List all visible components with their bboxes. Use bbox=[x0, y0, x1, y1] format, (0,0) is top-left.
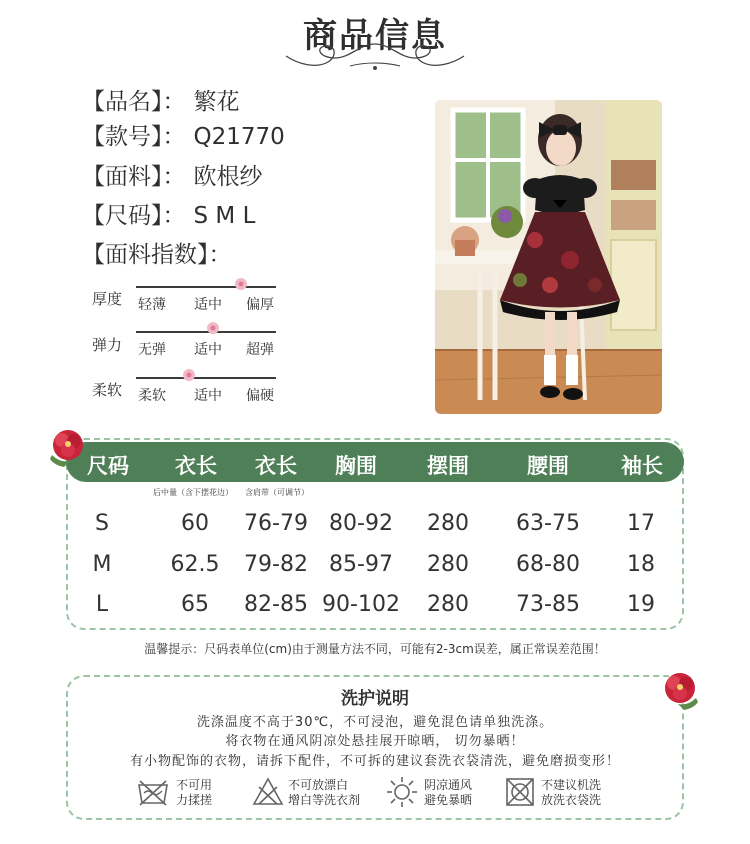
page-title: 商品信息 bbox=[303, 16, 447, 56]
size-tip-text: 温馨提示：尺码表单位(cm)由于测量方法不同，可能有2-3cm误差，属正常误差范围！ bbox=[144, 642, 606, 656]
table-cell: 62.5 bbox=[170, 552, 220, 577]
meter-marker-flower-icon bbox=[233, 276, 249, 292]
info-name bbox=[82, 83, 240, 116]
table-cell: M bbox=[92, 552, 112, 577]
table-cell: L bbox=[95, 592, 109, 617]
table-cell: 63-75 bbox=[516, 511, 580, 536]
size-note-length-back: 后中量（含下摆花边） bbox=[153, 488, 233, 497]
info-fabric-index bbox=[82, 236, 232, 269]
meter-option: 无弹 bbox=[138, 342, 166, 358]
info-style bbox=[82, 118, 285, 151]
care-line: 将衣物在通风阴凉处悬挂展开晾晒， 切勿暴晒！ bbox=[225, 734, 525, 749]
meter-marker-flower-icon bbox=[205, 320, 221, 336]
meter-option: 超弹 bbox=[246, 342, 274, 358]
meter-option: 偏硬 bbox=[246, 388, 274, 404]
table-cell: 280 bbox=[427, 511, 469, 536]
info-size-value: S M L bbox=[193, 203, 256, 229]
size-note-length-strap: 含肩带（可调节） bbox=[245, 488, 309, 497]
meter-option: 偏厚 bbox=[246, 297, 274, 313]
info-fabric-index-label: 【面料指数】： bbox=[82, 242, 232, 268]
size-col-header-waist: 腰围 bbox=[527, 454, 569, 478]
table-cell: 17 bbox=[627, 511, 655, 536]
table-cell: 280 bbox=[427, 552, 469, 577]
meter-option: 适中 bbox=[194, 297, 222, 313]
care-line: 有小物配饰的衣物，请拆下配件，不可拆的建议套洗衣袋清洗，避免磨损变形！ bbox=[129, 754, 620, 769]
table-cell: 82-85 bbox=[244, 592, 308, 617]
no-hand-wash-icon bbox=[136, 775, 170, 809]
meter-track bbox=[136, 377, 276, 379]
size-col-header-hem: 摆围 bbox=[427, 454, 469, 478]
no-bleach-icon bbox=[251, 775, 285, 809]
table-cell: 85-97 bbox=[329, 552, 393, 577]
size-col-header-length-back: 衣长 bbox=[175, 454, 217, 478]
care-icon-label: 不可放漂白 增白等洗衣剂 bbox=[288, 778, 361, 807]
table-cell: 76-79 bbox=[244, 511, 308, 536]
table-cell: 280 bbox=[427, 592, 469, 617]
meter-label: 厚度 bbox=[92, 290, 123, 308]
info-fabric-value: 欧根纱 bbox=[193, 164, 263, 190]
table-cell: 90-102 bbox=[322, 592, 400, 617]
info-style-label: 【款号】： bbox=[82, 124, 186, 150]
size-col-header-length-strap: 衣长 bbox=[255, 454, 297, 478]
info-size bbox=[82, 197, 255, 230]
table-cell: 65 bbox=[181, 592, 209, 617]
meter-marker-flower-icon bbox=[181, 367, 197, 383]
care-title: 洗护说明 bbox=[341, 689, 409, 709]
care-line: 洗涤温度不高于30℃，不可浸泡，避免混色请单独洗涤。 bbox=[196, 715, 554, 730]
no-machine-wash-icon bbox=[503, 775, 537, 809]
info-name-value: 繁花 bbox=[193, 89, 240, 115]
table-cell: 68-80 bbox=[516, 552, 580, 577]
product-photo bbox=[435, 100, 662, 414]
care-icon-label: 阴凉通风 避免暴晒 bbox=[424, 778, 473, 807]
size-col-header-bust: 胸围 bbox=[335, 454, 377, 478]
meter-option: 轻薄 bbox=[138, 297, 166, 313]
flourish-ornament-icon bbox=[280, 36, 470, 76]
table-cell: 73-85 bbox=[516, 592, 580, 617]
meter-label: 柔软 bbox=[92, 381, 123, 399]
meter-option: 柔软 bbox=[138, 388, 166, 404]
size-col-header-size: 尺码 bbox=[87, 454, 129, 478]
table-cell: 19 bbox=[627, 592, 655, 617]
info-style-value: Q21770 bbox=[193, 124, 285, 150]
info-name-label: 【品名】： bbox=[82, 89, 186, 115]
info-fabric bbox=[82, 158, 263, 191]
info-size-label: 【尺码】： bbox=[82, 203, 186, 229]
table-cell: S bbox=[95, 511, 109, 536]
table-cell: 18 bbox=[627, 552, 655, 577]
meter-option: 适中 bbox=[194, 342, 222, 358]
meter-track bbox=[136, 286, 276, 288]
meter-label: 弹力 bbox=[92, 336, 123, 354]
table-cell: 60 bbox=[181, 511, 209, 536]
care-icon-label: 不建议机洗 放洗衣袋洗 bbox=[541, 778, 602, 807]
care-icon-label: 不可用 力揉搓 bbox=[176, 778, 213, 807]
table-cell: 79-82 bbox=[244, 552, 308, 577]
size-col-header-sleeve: 袖长 bbox=[621, 454, 663, 478]
table-cell: 80-92 bbox=[329, 511, 393, 536]
shade-dry-icon bbox=[385, 775, 419, 809]
info-fabric-label: 【面料】： bbox=[82, 164, 186, 190]
meter-option: 适中 bbox=[194, 388, 222, 404]
